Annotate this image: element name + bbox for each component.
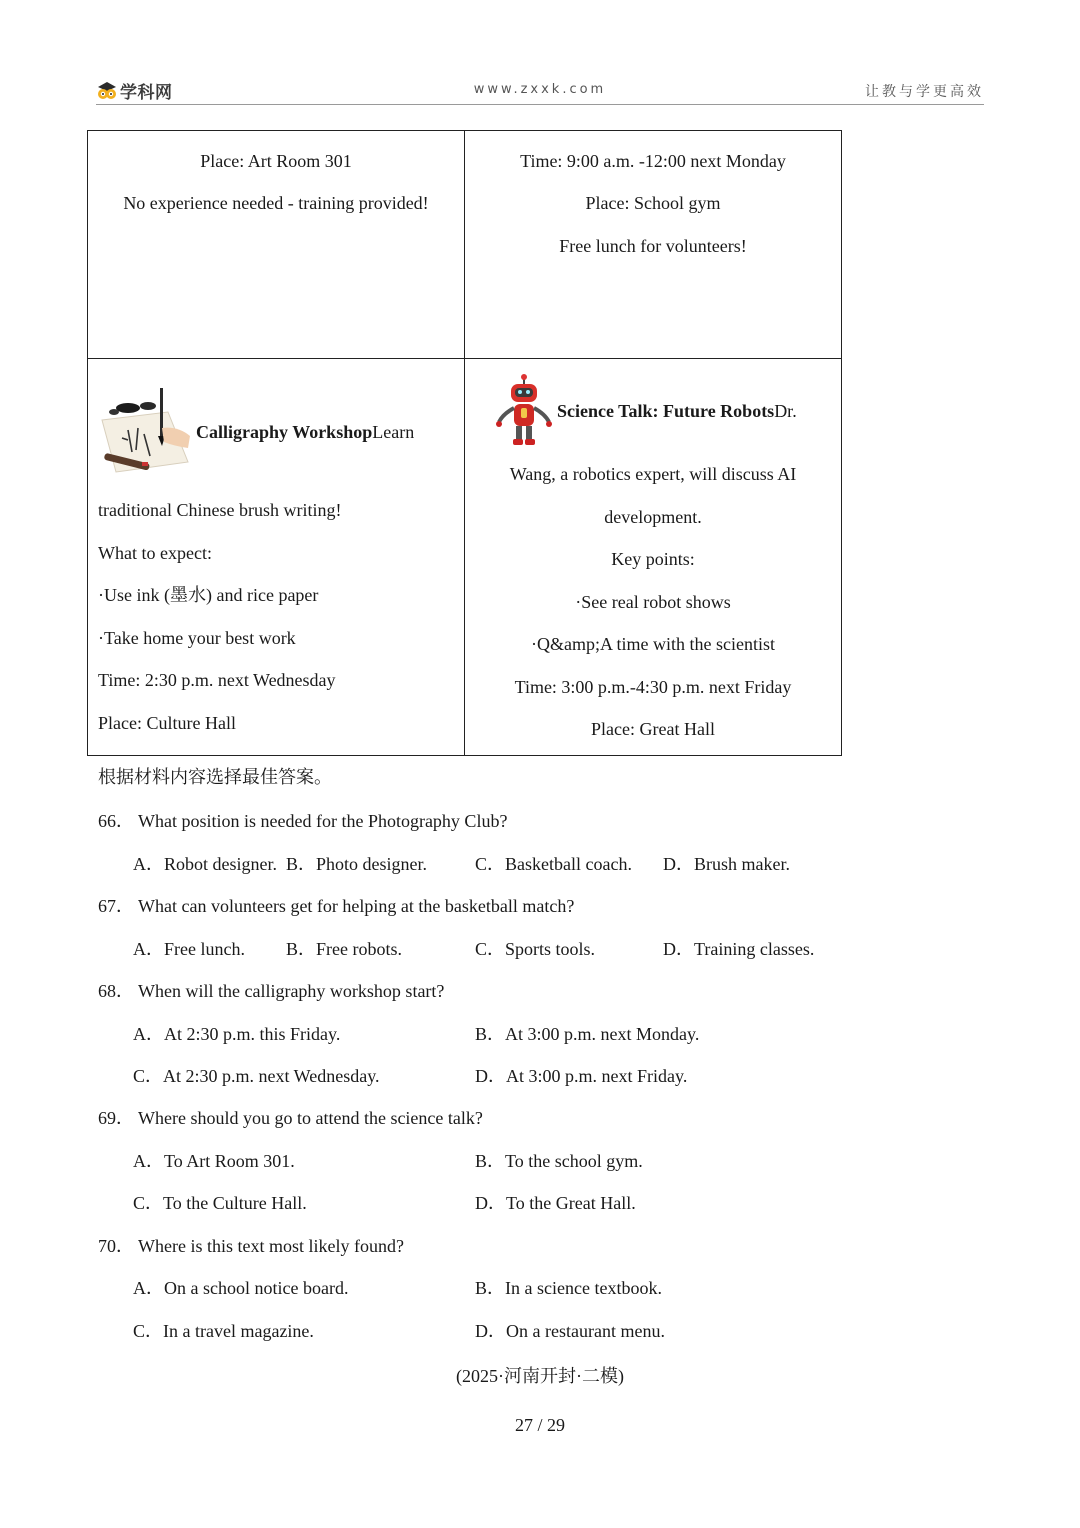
question-text: Where is this text most likely found?	[138, 1236, 404, 1256]
q68-option-a[interactable]: A．At 2:30 p.m. this Friday.	[133, 1024, 341, 1044]
q67-option-c[interactable]: C．Sports tools.	[475, 939, 596, 959]
science-line1: Wang, a robotics expert, will discuss AI	[509, 464, 797, 484]
science-time: Time: 3:00 p.m.-4:30 p.m. next Friday	[514, 677, 792, 697]
q70-option-c[interactable]: C．In a travel magazine.	[133, 1321, 314, 1341]
photo-club-place: Place: Art Room 301	[200, 151, 352, 171]
question-text: What position is needed for the Photography Club?	[138, 811, 508, 831]
site-url[interactable]: www.zxxk.com	[473, 82, 607, 97]
calligraphy-title-tail: Learn	[372, 422, 415, 442]
page-number: 27 / 29	[514, 1415, 565, 1435]
calligraphy-point2: ·Take home your best work	[98, 628, 296, 648]
calligraphy-brush-illustration	[98, 386, 194, 478]
q69-option-a[interactable]: A．To Art Room 301.	[133, 1151, 295, 1171]
science-title: Science Talk: Future Robots	[557, 401, 775, 421]
exam-source-note: (2025·河南开封·二模)	[456, 1366, 624, 1386]
q68-option-b[interactable]: B．At 3:00 p.m. next Monday.	[475, 1024, 700, 1044]
logo-text: 学科网	[120, 83, 173, 103]
basketball-note: Free lunch for volunteers!	[559, 236, 747, 256]
question-text: Where should you go to attend the science talk?	[138, 1108, 483, 1128]
calligraphy-line1: traditional Chinese brush writing!	[98, 500, 342, 520]
q69-option-b[interactable]: B．To the school gym.	[475, 1151, 643, 1171]
instruction-text: 根据材料内容选择最佳答案。	[98, 767, 332, 787]
table-divider-horizontal	[88, 358, 841, 359]
question-66	[98, 810, 507, 832]
science-heading	[557, 400, 841, 422]
q69-option-c[interactable]: C．To the Culture Hall.	[133, 1193, 307, 1213]
science-place: Place: Great Hall	[591, 719, 715, 739]
science-line2: development.	[604, 507, 702, 527]
calligraphy-expect: What to expect:	[98, 543, 212, 563]
calligraphy-title: Calligraphy Workshop	[196, 422, 373, 442]
question-number: 68．	[98, 981, 134, 1001]
q66-option-d[interactable]: D．Brush maker.	[663, 854, 790, 874]
q68-option-c[interactable]: C．At 2:30 p.m. next Wednesday.	[133, 1066, 380, 1086]
q69-option-d[interactable]: D．To the Great Hall.	[475, 1193, 636, 1213]
basketball-time: Time: 9:00 a.m. -12:00 next Monday	[520, 151, 786, 171]
q67-option-b[interactable]: B．Free robots.	[286, 939, 402, 959]
question-number: 70．	[98, 1236, 134, 1256]
calligraphy-time: Time: 2:30 p.m. next Wednesday	[98, 670, 336, 690]
question-68	[98, 980, 444, 1002]
question-number: 69．	[98, 1108, 134, 1128]
question-number: 66．	[98, 811, 134, 831]
q70-option-b[interactable]: B．In a science textbook.	[475, 1278, 662, 1298]
question-70	[98, 1235, 404, 1257]
q70-option-d[interactable]: D．On a restaurant menu.	[475, 1321, 665, 1341]
question-67	[98, 895, 574, 917]
science-title-tail: Dr.	[774, 401, 797, 421]
question-text: What can volunteers get for helping at the basketball match?	[138, 896, 575, 916]
site-slogan: 让教与学更高效	[865, 84, 984, 100]
calligraphy-place: Place: Culture Hall	[98, 713, 236, 733]
q68-option-d[interactable]: D．At 3:00 p.m. next Friday.	[475, 1066, 688, 1086]
q67-option-a[interactable]: A．Free lunch.	[133, 939, 245, 959]
calligraphy-heading	[196, 421, 464, 443]
photo-club-note: No experience needed - training provided!	[123, 193, 429, 213]
notice-poster-table	[87, 130, 842, 756]
photo-club-cell	[88, 131, 464, 358]
basketball-place: Place: School gym	[585, 193, 721, 213]
q67-option-d[interactable]: D．Training classes.	[663, 939, 815, 959]
calligraphy-point1: ·Use ink (墨水) and rice paper	[98, 585, 319, 605]
q66-option-b[interactable]: B．Photo designer.	[286, 854, 428, 874]
calligraphy-cell	[88, 360, 464, 755]
q66-option-c[interactable]: C．Basketball coach.	[475, 854, 632, 874]
robot-illustration	[495, 374, 553, 448]
science-point1: ·See real robot shows	[575, 592, 731, 612]
page-header	[96, 76, 984, 105]
question-number: 67．	[98, 896, 134, 916]
q66-option-a[interactable]: A．Robot designer.	[133, 854, 277, 874]
question-text: When will the calligraphy workshop start?	[138, 981, 445, 1001]
q70-option-a[interactable]: A．On a school notice board.	[133, 1278, 349, 1298]
science-talk-cell	[465, 360, 841, 755]
question-69	[98, 1107, 483, 1129]
science-point2: ·Q&amp;A time with the scientist	[531, 634, 775, 654]
science-key-points: Key points:	[611, 549, 695, 569]
basketball-cell	[465, 131, 841, 358]
